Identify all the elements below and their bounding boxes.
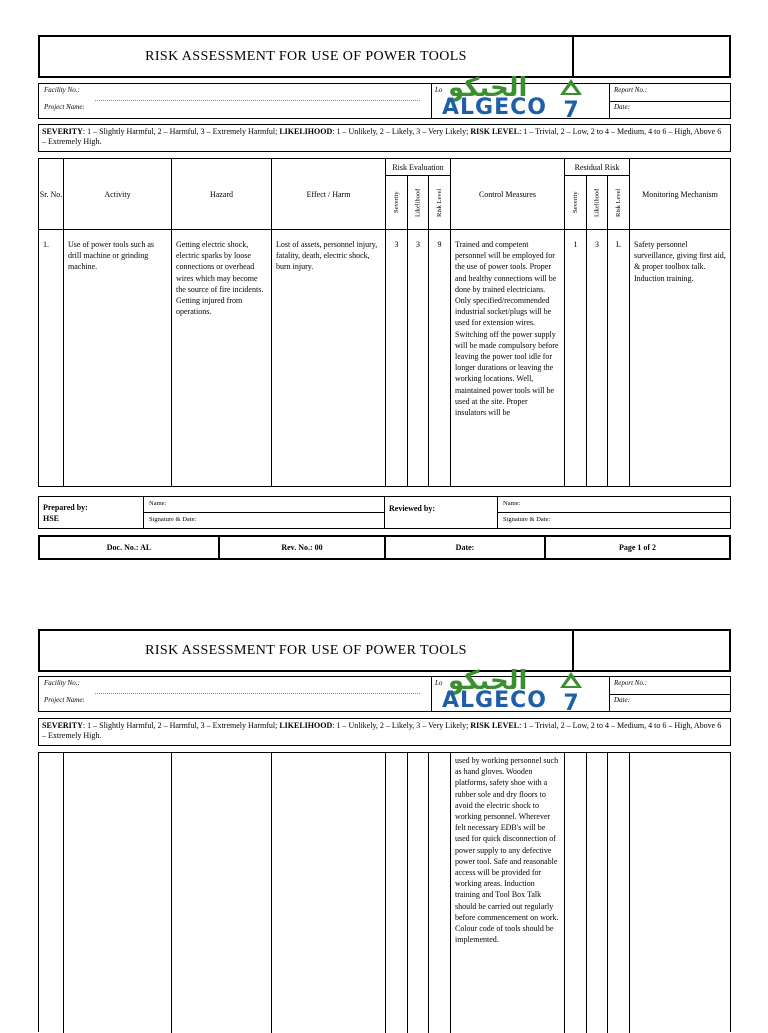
header-control-measures: Control Measures	[478, 189, 537, 199]
col-line	[629, 753, 630, 1033]
signoff-divider	[497, 512, 730, 513]
header-sr-no: Sr. No.	[39, 189, 63, 199]
header-res-severity: Severity	[572, 191, 579, 214]
col-line	[607, 753, 608, 1033]
location-label: Lo	[435, 679, 443, 687]
header-activity: Activity	[104, 189, 131, 199]
likelihood-label: LIKELIHOOD	[279, 721, 333, 730]
severity-legend-page-2	[38, 718, 731, 746]
prepared-name-label: Name:	[149, 500, 167, 507]
project-name-line	[95, 100, 420, 101]
footer-doc-no: Doc. No.: AL	[106, 543, 152, 552]
risk-level-text: : 1 – Trivial, 2 – Low, 2 to 4 – Medium, 4 to 6 – High, Above 6 – Extremely High.	[42, 721, 722, 740]
row-line	[39, 229, 730, 230]
prepared-signature-label: Signature & Date:	[149, 516, 197, 523]
footer-box	[38, 535, 731, 560]
risk-level-text: : 1 – Trivial, 2 – Low, 2 to 4 – Medium, 4 to 6 – High, Above 6 – Extremely High.	[42, 127, 722, 146]
likelihood-text: : 1 – Unlikely, 2 – Likely, 3 – Very Likely;	[332, 127, 469, 136]
info-divider-3	[609, 101, 730, 102]
cell-res-risk-level: L	[616, 240, 621, 249]
prepared-by-label: Prepared by:	[43, 503, 88, 512]
project-name-label: Project Name:	[44, 696, 85, 704]
signoff-divider	[384, 497, 385, 528]
logo-arabic-text: الجيكو	[448, 73, 528, 103]
project-name-line	[95, 693, 420, 694]
title-divider	[572, 37, 574, 76]
col-line	[271, 753, 272, 1033]
header-risk-evaluation: Risk Evaluation	[392, 162, 444, 172]
logo-emblem-icon	[558, 670, 584, 714]
risk-level-label: RISK LEVEL	[470, 127, 520, 136]
location-label: Lo	[435, 86, 443, 94]
algeco-logo-page-2	[440, 666, 590, 726]
svg-text:7: 7	[563, 98, 579, 121]
severity-text: : 1 – Slightly Harmful, 2 – Harmful, 3 – Extremely Harmful;	[82, 721, 278, 730]
col-line	[564, 753, 565, 1033]
col-line	[407, 753, 408, 1033]
likelihood-text: : 1 – Unlikely, 2 – Likely, 3 – Very Likely;	[332, 721, 469, 730]
report-no-label: Report No.:	[614, 679, 648, 687]
severity-label: SEVERITY	[42, 127, 83, 136]
cell-effect: Lost of assets, personnel injury, fatality, death, electric shock, burn injury.	[276, 240, 378, 272]
header-res-risk-level: Risk Level	[615, 188, 622, 217]
facility-no-label: Facility No.:	[44, 86, 80, 94]
header-hazard: Hazard	[209, 189, 234, 199]
info-box	[38, 83, 731, 119]
cell-res-likelihood: 3	[595, 240, 599, 249]
document-title-page-2: RISK ASSESSMENT FOR USE OF POWER TOOLS	[145, 642, 467, 658]
header-res-likelihood: Likelihood	[593, 188, 601, 217]
reviewed-signature-label: Signature & Date:	[503, 516, 551, 523]
title-box	[38, 35, 731, 78]
footer-page: Page 1 of 2	[618, 543, 657, 552]
severity-legend	[38, 124, 731, 152]
cell-control-measures: Trained and competent personnel will be employed for the use of power tools. Proper and healthy connections will be done by trained electricians. Only specified/recommended industrial socket/plugs will be used for extension wires. Switching off the power supply will be made compulsory before leaving the power tool idle for longer durations or leaving the working locations. Well, maintained power tools will be used at the site. Proper insulators will be	[455, 240, 559, 418]
reviewed-name-label: Name:	[503, 500, 521, 507]
reviewed-by-label: Reviewed by:	[389, 504, 435, 513]
logo-emblem-icon	[558, 77, 584, 121]
likelihood-label: LIKELIHOOD	[279, 127, 333, 136]
cell-activity: Use of power tools such as drill machine or grinding machine.	[68, 240, 154, 272]
cell-control-measures-continued: used by working personnel such as hand gloves. Wooden platforms, safety shoe with a rubber sole and dry floors to avoid the electric shock to working personnel. Wherever felt necessary EDB's will be used for quick disconnection of power supply to any defective power tool. Safe and reasonable access will be provided for working areas. Induction training and Tool Box Talk should be carried out regularly before commencement on work. Colour code of tools should be implemented.	[455, 756, 559, 945]
facility-no-label: Facility No.:	[44, 679, 80, 687]
report-no-label: Report No.:	[614, 86, 648, 94]
logo-english-text: ALGECO	[442, 688, 547, 713]
title-box-page-2	[38, 629, 731, 672]
cell-hazard: Getting electric shock, electric sparks by loose connections or overhead wires which may become the source of fire incidents. Getting injured from operations.	[176, 240, 264, 317]
document-title: RISK ASSESSMENT FOR USE OF POWER TOOLS	[145, 48, 467, 64]
col-line	[385, 753, 386, 1033]
header-residual-risk: Residual Risk	[574, 162, 620, 172]
header-risk-level: Risk Level	[436, 188, 443, 217]
cell-sr-no: 1.	[43, 240, 49, 249]
risk-level-label: RISK LEVEL	[470, 721, 520, 730]
severity-label: SEVERITY	[42, 721, 83, 730]
risk-table-page-2	[38, 752, 731, 1032]
footer-date: Date:	[455, 543, 475, 552]
logo-english-text: ALGECO	[442, 95, 547, 120]
col-line	[63, 753, 64, 1033]
cell-res-severity: 1	[573, 240, 578, 249]
cell-monitoring: Safety personnel surveillance, giving first aid, & proper toolbox talk. Induction training.	[634, 240, 726, 283]
header-likelihood: Likelihood	[414, 188, 422, 217]
svg-text:7: 7	[563, 691, 579, 714]
header-severity: Severity	[393, 191, 400, 214]
header-effect: Effect / Harm	[306, 189, 351, 199]
date-label: Date:	[614, 103, 630, 111]
cell-severity: 3	[394, 240, 399, 249]
prepared-by-name: HSE	[43, 514, 60, 523]
logo-arabic-text: الجيكو	[448, 666, 528, 696]
title-divider	[572, 631, 574, 670]
info-divider-1	[431, 677, 432, 711]
cell-risk-level: 9	[437, 240, 442, 249]
col-line	[428, 753, 429, 1033]
date-label: Date:	[614, 696, 630, 704]
col-line	[586, 753, 587, 1033]
header-monitoring: Monitoring Mechanism	[642, 189, 718, 199]
info-box-page-2	[38, 676, 731, 712]
project-name-label: Project Name:	[44, 103, 85, 111]
col-line	[171, 753, 172, 1033]
cell-likelihood: 3	[416, 240, 420, 249]
info-divider-1	[431, 84, 432, 118]
signoff-box	[38, 496, 731, 529]
info-divider-3	[609, 694, 730, 695]
risk-table	[38, 158, 731, 487]
footer-rev-no: Rev. No.: 00	[281, 543, 323, 552]
severity-text: : 1 – Slightly Harmful, 2 – Harmful, 3 – Extremely Harmful;	[82, 127, 278, 136]
signoff-divider	[143, 512, 384, 513]
